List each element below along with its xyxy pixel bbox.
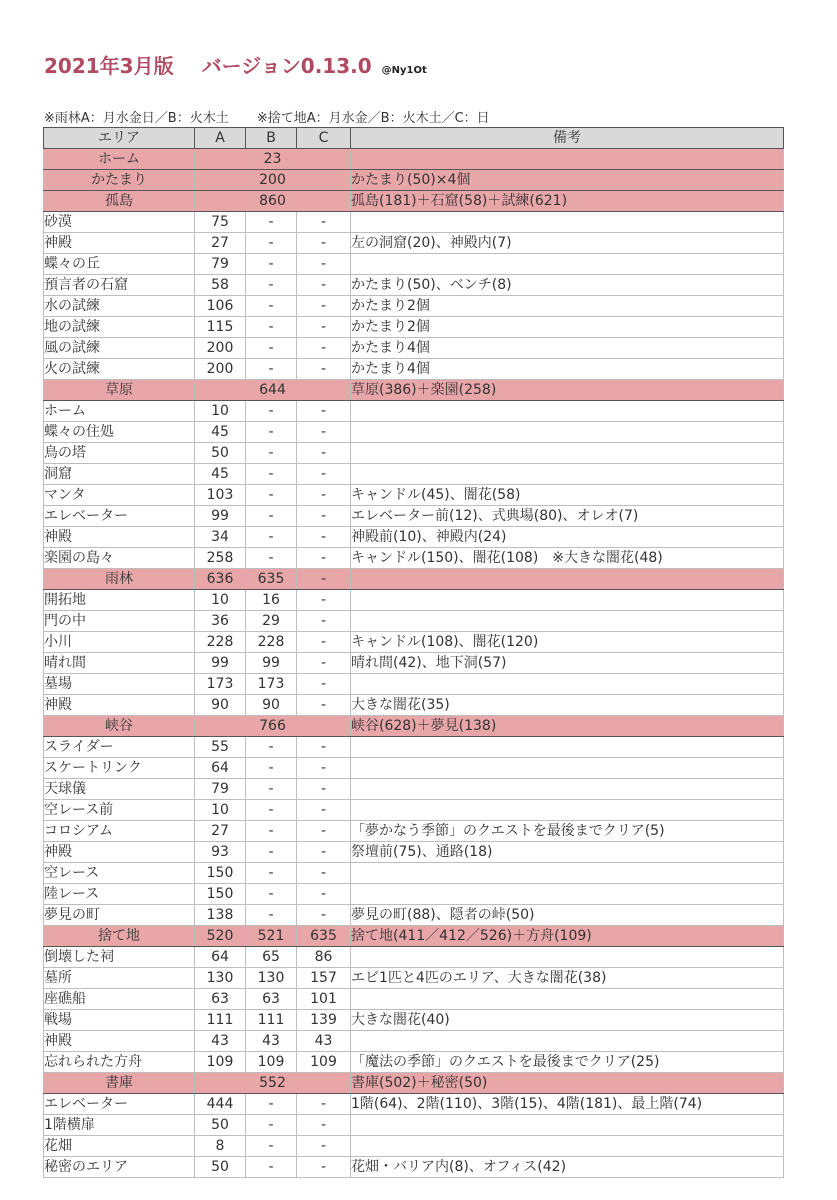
header-notes: 備考 (351, 128, 784, 149)
table-row (44, 947, 784, 968)
area-name: エレベーター (44, 1094, 195, 1115)
value-a: 99 (195, 506, 246, 527)
table-row (44, 1031, 784, 1052)
row-note (351, 884, 784, 905)
value-b: - (246, 296, 297, 317)
value-c: - (297, 296, 351, 317)
value-a: 58 (195, 275, 246, 296)
value-b: - (246, 884, 297, 905)
table-row (44, 527, 784, 548)
value-a: 109 (195, 1052, 246, 1073)
table-row (44, 653, 784, 674)
value-c: - (297, 275, 351, 296)
section-name: 捨て地 (44, 926, 195, 947)
value-b: - (246, 905, 297, 926)
row-note: かたまり2個 (351, 317, 784, 338)
value-b: - (246, 842, 297, 863)
row-note (351, 611, 784, 632)
value-a: 50 (195, 1157, 246, 1178)
value-a: 27 (195, 821, 246, 842)
table-row (44, 695, 784, 716)
table-row (44, 1115, 784, 1136)
value-a: 444 (195, 1094, 246, 1115)
table-body (44, 149, 784, 1178)
row-note (351, 443, 784, 464)
value-b: - (246, 1157, 297, 1178)
value-a: 103 (195, 485, 246, 506)
area-name: 神殿 (44, 695, 195, 716)
area-name: 洞窟 (44, 464, 195, 485)
value-c: - (297, 401, 351, 422)
value-a: 45 (195, 464, 246, 485)
value-b: 109 (246, 1052, 297, 1073)
value-b: 43 (246, 1031, 297, 1052)
value-c: - (297, 842, 351, 863)
table-row (44, 884, 784, 905)
value-c: - (297, 632, 351, 653)
value-a: 138 (195, 905, 246, 926)
area-name: 倒壊した祠 (44, 947, 195, 968)
row-note: キャンドル(108)、闇花(120) (351, 632, 784, 653)
value-c: - (297, 443, 351, 464)
area-name: 楽園の島々 (44, 548, 195, 569)
value-c: 43 (297, 1031, 351, 1052)
value-b: 228 (246, 632, 297, 653)
area-name: 水の試練 (44, 296, 195, 317)
section-total: 200 (195, 170, 351, 191)
value-a: 111 (195, 1010, 246, 1031)
value-b: - (246, 485, 297, 506)
table-row (44, 485, 784, 506)
value-b: 29 (246, 611, 297, 632)
area-name: 夢見の町 (44, 905, 195, 926)
area-name: 開拓地 (44, 590, 195, 611)
area-name: 墓場 (44, 674, 195, 695)
area-table (43, 127, 784, 1178)
table-row (44, 275, 784, 296)
area-name: 風の試練 (44, 338, 195, 359)
row-note: かたまり2個 (351, 296, 784, 317)
table-row (44, 359, 784, 380)
row-note (351, 1115, 784, 1136)
section-name: 孤島 (44, 191, 195, 212)
value-b: - (246, 317, 297, 338)
value-b: - (246, 1094, 297, 1115)
value-b: - (246, 737, 297, 758)
table-row (44, 674, 784, 695)
value-b: - (246, 359, 297, 380)
table-row (44, 779, 784, 800)
section-row (44, 569, 784, 590)
value-a: 93 (195, 842, 246, 863)
section-value-a: 520 (195, 926, 246, 947)
row-note: 大きな闇花(40) (351, 1010, 784, 1031)
area-name: コロシアム (44, 821, 195, 842)
row-note (351, 800, 784, 821)
value-c: - (297, 1094, 351, 1115)
row-note: エビ1匹と4匹のエリア、大きな闇花(38) (351, 968, 784, 989)
table-row (44, 506, 784, 527)
value-c: - (297, 737, 351, 758)
value-c: - (297, 653, 351, 674)
row-note: エレベーター前(12)、式典場(80)、オレオ(7) (351, 506, 784, 527)
section-total: 23 (195, 149, 351, 170)
area-name: 蝶々の住処 (44, 422, 195, 443)
table-row (44, 590, 784, 611)
value-b: - (246, 821, 297, 842)
value-c: - (297, 611, 351, 632)
area-name: 忘れられた方舟 (44, 1052, 195, 1073)
schedule-notes (44, 107, 490, 126)
section-note: 書庫(502)＋秘密(50) (351, 1073, 784, 1094)
section-value-b: 521 (246, 926, 297, 947)
value-a: 130 (195, 968, 246, 989)
value-c: - (297, 1115, 351, 1136)
area-name: 天球儀 (44, 779, 195, 800)
section-note (351, 569, 784, 590)
row-note (351, 947, 784, 968)
version-label: バージョン0.13.0 (201, 54, 372, 78)
value-c: - (297, 884, 351, 905)
row-note (351, 254, 784, 275)
value-a: 75 (195, 212, 246, 233)
value-b: 63 (246, 989, 297, 1010)
section-name: 草原 (44, 380, 195, 401)
value-b: - (246, 800, 297, 821)
row-note (351, 758, 784, 779)
value-b: 111 (246, 1010, 297, 1031)
area-name: 晴れ間 (44, 653, 195, 674)
row-note: 祭壇前(75)、通路(18) (351, 842, 784, 863)
header-c: C (297, 128, 351, 149)
section-note: 峡谷(628)＋夢見(138) (351, 716, 784, 737)
row-note: 晴れ間(42)、地下洞(57) (351, 653, 784, 674)
area-name: 預言者の石窟 (44, 275, 195, 296)
table-row (44, 464, 784, 485)
value-c: - (297, 506, 351, 527)
value-c: - (297, 800, 351, 821)
section-total: 860 (195, 191, 351, 212)
value-c: 109 (297, 1052, 351, 1073)
area-name: 墓所 (44, 968, 195, 989)
value-c: - (297, 212, 351, 233)
section-name: 峡谷 (44, 716, 195, 737)
table-row (44, 968, 784, 989)
row-note (351, 590, 784, 611)
value-a: 50 (195, 1115, 246, 1136)
table-row (44, 800, 784, 821)
value-b: 16 (246, 590, 297, 611)
row-note (351, 422, 784, 443)
value-b: 90 (246, 695, 297, 716)
title-row (44, 50, 427, 80)
section-name: かたまり (44, 170, 195, 191)
value-a: 34 (195, 527, 246, 548)
value-c: - (297, 905, 351, 926)
value-a: 64 (195, 758, 246, 779)
row-note: 花畑・バリア内(8)、オフィス(42) (351, 1157, 784, 1178)
area-name: 空レース (44, 863, 195, 884)
section-note (351, 149, 784, 170)
value-c: - (297, 464, 351, 485)
value-a: 228 (195, 632, 246, 653)
value-c: - (297, 233, 351, 254)
row-note (351, 737, 784, 758)
table-header-row (44, 128, 784, 149)
row-note (351, 1136, 784, 1157)
row-note (351, 863, 784, 884)
section-value-b: 635 (246, 569, 297, 590)
section-note: 草原(386)＋楽園(258) (351, 380, 784, 401)
value-c: - (297, 863, 351, 884)
area-name: 神殿 (44, 1031, 195, 1052)
area-name: スケートリンク (44, 758, 195, 779)
value-c: 157 (297, 968, 351, 989)
value-a: 150 (195, 884, 246, 905)
area-name: 鳥の塔 (44, 443, 195, 464)
value-c: - (297, 821, 351, 842)
value-c: - (297, 338, 351, 359)
table-row (44, 1136, 784, 1157)
table-row (44, 758, 784, 779)
table-row (44, 317, 784, 338)
table-row (44, 443, 784, 464)
value-a: 173 (195, 674, 246, 695)
table-row (44, 296, 784, 317)
value-c: - (297, 1157, 351, 1178)
value-b: - (246, 422, 297, 443)
row-note: キャンドル(150)、闇花(108) ※大きな闇花(48) (351, 548, 784, 569)
value-a: 79 (195, 254, 246, 275)
section-value-a: 636 (195, 569, 246, 590)
row-note: 左の洞窟(20)、神殿内(7) (351, 233, 784, 254)
row-note (351, 401, 784, 422)
area-name: 花畑 (44, 1136, 195, 1157)
wasteland-note: ※捨て地A：月水金／B：火木土／C：日 (256, 111, 490, 126)
section-note: かたまり(50)×4個 (351, 170, 784, 191)
value-a: 50 (195, 443, 246, 464)
table-row (44, 842, 784, 863)
header-a: A (195, 128, 246, 149)
section-row (44, 926, 784, 947)
value-b: - (246, 527, 297, 548)
section-name: 雨林 (44, 569, 195, 590)
table-row (44, 254, 784, 275)
area-name: 砂漠 (44, 212, 195, 233)
row-note: かたまり4個 (351, 338, 784, 359)
value-a: 99 (195, 653, 246, 674)
section-value-c: - (297, 569, 351, 590)
row-note: キャンドル(45)、闇花(58) (351, 485, 784, 506)
value-a: 45 (195, 422, 246, 443)
section-name: ホーム (44, 149, 195, 170)
row-note: かたまり(50)、ベンチ(8) (351, 275, 784, 296)
area-name: 秘密のエリア (44, 1157, 195, 1178)
area-name: ホーム (44, 401, 195, 422)
table-row (44, 338, 784, 359)
area-name: 蝶々の丘 (44, 254, 195, 275)
value-b: - (246, 863, 297, 884)
value-c: - (297, 695, 351, 716)
area-name: スライダー (44, 737, 195, 758)
section-name: 書庫 (44, 1073, 195, 1094)
row-note (351, 779, 784, 800)
table-row (44, 1052, 784, 1073)
value-b: - (246, 401, 297, 422)
table-row (44, 1010, 784, 1031)
value-b: - (246, 548, 297, 569)
section-row (44, 380, 784, 401)
value-a: 258 (195, 548, 246, 569)
row-note: 夢見の町(88)、隠者の峠(50) (351, 905, 784, 926)
row-note: かたまり4個 (351, 359, 784, 380)
row-note: 「魔法の季節」のクエストを最後までクリア(25) (351, 1052, 784, 1073)
value-c: 86 (297, 947, 351, 968)
value-a: 36 (195, 611, 246, 632)
value-b: - (246, 338, 297, 359)
row-note (351, 1031, 784, 1052)
section-row (44, 716, 784, 737)
area-name: 戦場 (44, 1010, 195, 1031)
value-b: - (246, 275, 297, 296)
table-row (44, 905, 784, 926)
table-row (44, 821, 784, 842)
table-row (44, 401, 784, 422)
author-handle: @Ny1Ot (381, 65, 427, 76)
value-c: - (297, 527, 351, 548)
value-b: 99 (246, 653, 297, 674)
rainforest-note: ※雨林A：月水金日／B：火木土 (44, 111, 229, 126)
value-a: 64 (195, 947, 246, 968)
value-c: 101 (297, 989, 351, 1010)
value-c: - (297, 758, 351, 779)
value-a: 10 (195, 800, 246, 821)
area-name: 空レース前 (44, 800, 195, 821)
value-b: - (246, 464, 297, 485)
value-c: - (297, 359, 351, 380)
table-row (44, 863, 784, 884)
value-b: 173 (246, 674, 297, 695)
row-note: 神殿前(10)、神殿内(24) (351, 527, 784, 548)
page-title: 2021年3月版 (44, 54, 174, 78)
value-c: - (297, 485, 351, 506)
table-row (44, 1157, 784, 1178)
value-a: 106 (195, 296, 246, 317)
value-b: - (246, 254, 297, 275)
value-a: 63 (195, 989, 246, 1010)
area-name: 座礁船 (44, 989, 195, 1010)
value-b: 65 (246, 947, 297, 968)
area-name: 1階横扉 (44, 1115, 195, 1136)
value-b: - (246, 758, 297, 779)
section-row (44, 1073, 784, 1094)
value-c: - (297, 548, 351, 569)
section-row (44, 191, 784, 212)
value-b: - (246, 233, 297, 254)
value-c: - (297, 254, 351, 275)
area-name: 火の試練 (44, 359, 195, 380)
area-name: 神殿 (44, 842, 195, 863)
value-b: - (246, 212, 297, 233)
value-a: 10 (195, 590, 246, 611)
table-row (44, 989, 784, 1010)
value-a: 55 (195, 737, 246, 758)
value-a: 8 (195, 1136, 246, 1157)
row-note (351, 212, 784, 233)
value-a: 200 (195, 338, 246, 359)
table-row (44, 422, 784, 443)
value-b: 130 (246, 968, 297, 989)
section-note: 捨て地(411／412／526)＋方舟(109) (351, 926, 784, 947)
row-note: 「夢かなう季節」のクエストを最後までクリア(5) (351, 821, 784, 842)
row-note (351, 464, 784, 485)
section-total: 552 (195, 1073, 351, 1094)
value-a: 90 (195, 695, 246, 716)
value-a: 27 (195, 233, 246, 254)
value-a: 10 (195, 401, 246, 422)
value-a: 150 (195, 863, 246, 884)
area-name: 門の中 (44, 611, 195, 632)
section-row (44, 170, 784, 191)
section-row (44, 149, 784, 170)
value-a: 200 (195, 359, 246, 380)
value-a: 115 (195, 317, 246, 338)
value-b: - (246, 506, 297, 527)
area-name: マンタ (44, 485, 195, 506)
value-c: - (297, 422, 351, 443)
table-row (44, 548, 784, 569)
value-a: 79 (195, 779, 246, 800)
section-value-c: 635 (297, 926, 351, 947)
table-row (44, 632, 784, 653)
area-name: 地の試練 (44, 317, 195, 338)
section-total: 644 (195, 380, 351, 401)
value-c: - (297, 1136, 351, 1157)
value-c: - (297, 590, 351, 611)
value-c: - (297, 674, 351, 695)
value-b: - (246, 779, 297, 800)
row-note: 大きな闇花(35) (351, 695, 784, 716)
section-total: 766 (195, 716, 351, 737)
area-name: エレベーター (44, 506, 195, 527)
area-name: 神殿 (44, 527, 195, 548)
table-row (44, 233, 784, 254)
section-note: 孤島(181)＋石窟(58)＋試練(621) (351, 191, 784, 212)
header-b: B (246, 128, 297, 149)
table-row (44, 212, 784, 233)
area-name: 神殿 (44, 233, 195, 254)
row-note (351, 989, 784, 1010)
table-row (44, 1094, 784, 1115)
table-row (44, 611, 784, 632)
row-note (351, 674, 784, 695)
area-name: 陸レース (44, 884, 195, 905)
area-name: 小川 (44, 632, 195, 653)
value-c: - (297, 317, 351, 338)
header-area: エリア (44, 128, 195, 149)
value-a: 43 (195, 1031, 246, 1052)
value-c: - (297, 779, 351, 800)
value-b: - (246, 1115, 297, 1136)
table-row (44, 737, 784, 758)
row-note: 1階(64)、2階(110)、3階(15)、4階(181)、最上階(74) (351, 1094, 784, 1115)
value-c: 139 (297, 1010, 351, 1031)
value-b: - (246, 443, 297, 464)
value-b: - (246, 1136, 297, 1157)
